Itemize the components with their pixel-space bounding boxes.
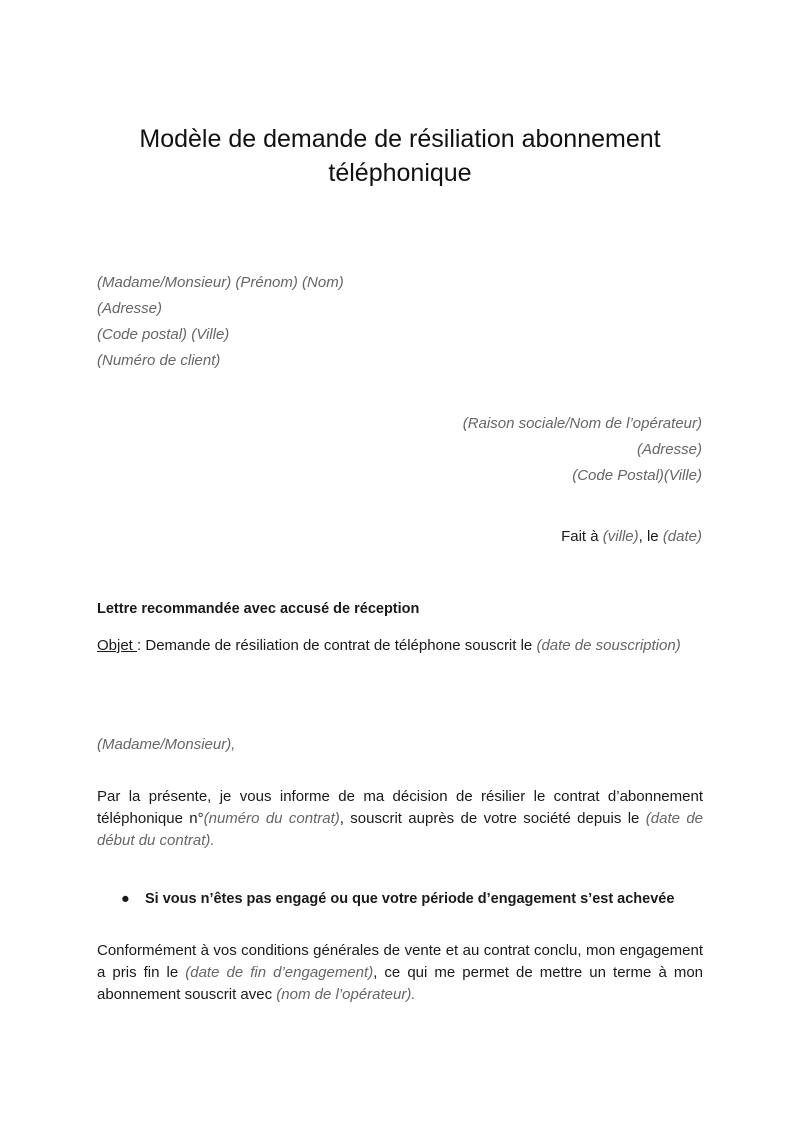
paragraph-engagement-part1: Conformément à vos conditions générales de vente et au contrat conclu, mon engagement a pris fin le bbox=[97, 942, 703, 981]
subject-placeholder: (date de souscription) bbox=[536, 637, 681, 654]
recipient-name: (Raison sociale/Nom de l’opérateur) bbox=[462, 415, 702, 432]
sender-address: (Adresse) bbox=[97, 300, 163, 317]
salutation: (Madame/Monsieur), bbox=[97, 736, 236, 753]
subject-label: Objet bbox=[97, 637, 138, 654]
paragraph-engagement bbox=[97, 940, 703, 1006]
sender-address-block bbox=[97, 270, 344, 374]
paragraph-engagement-ph1: (date de fin d’engagement) bbox=[185, 964, 374, 981]
place-date-city: (ville) bbox=[602, 528, 639, 545]
place-date-date: (date) bbox=[662, 528, 702, 545]
paragraph-intro-ph2: (date de début du contrat). bbox=[97, 810, 703, 849]
place-date-middle: , le bbox=[638, 528, 663, 545]
paragraph-engagement-ph2: (nom de l’opérateur). bbox=[276, 986, 416, 1003]
subject-colon: : bbox=[137, 637, 146, 654]
sender-name: (Madame/Monsieur) (Prénom) (Nom) bbox=[97, 274, 344, 291]
document-title: Modèle de demande de résiliation abonnement téléphonique bbox=[139, 125, 661, 187]
sender-postal-city: (Code postal) (Ville) bbox=[97, 326, 230, 343]
bullet-text: Si vous n’êtes pas engagé ou que votre période d’engagement s’est achevée bbox=[145, 891, 675, 907]
recipient-address: (Adresse) bbox=[636, 441, 702, 458]
paragraph-engagement-part2: , ce qui me permet de mettre un terme à mon abonnement souscrit avec bbox=[97, 964, 704, 1003]
paragraph-intro-part2: , souscrit auprès de votre société depuis le bbox=[339, 810, 646, 827]
place-and-date bbox=[561, 526, 702, 548]
subject-text: Demande de résiliation de contrat de téléphone souscrit le bbox=[145, 637, 537, 654]
sender-client-number: (Numéro de client) bbox=[97, 352, 221, 369]
recipient-address-block bbox=[463, 411, 702, 489]
bullet-dot-icon: ● bbox=[121, 891, 130, 907]
paragraph-intro-part1: Par la présente, je vous informe de ma décision de résilier le contrat d’abonnement téléphonique n° bbox=[97, 788, 703, 827]
paragraph-intro bbox=[97, 786, 703, 852]
place-date-prefix: Fait à bbox=[561, 528, 603, 545]
bullet-item bbox=[121, 888, 674, 910]
paragraph-intro-ph1: (numéro du contrat) bbox=[203, 810, 340, 827]
registered-letter-mention: Lettre recommandée avec accusé de réception bbox=[97, 601, 420, 617]
recipient-postal-city: (Code Postal)(Ville) bbox=[572, 467, 702, 484]
letter-subject bbox=[97, 632, 703, 660]
